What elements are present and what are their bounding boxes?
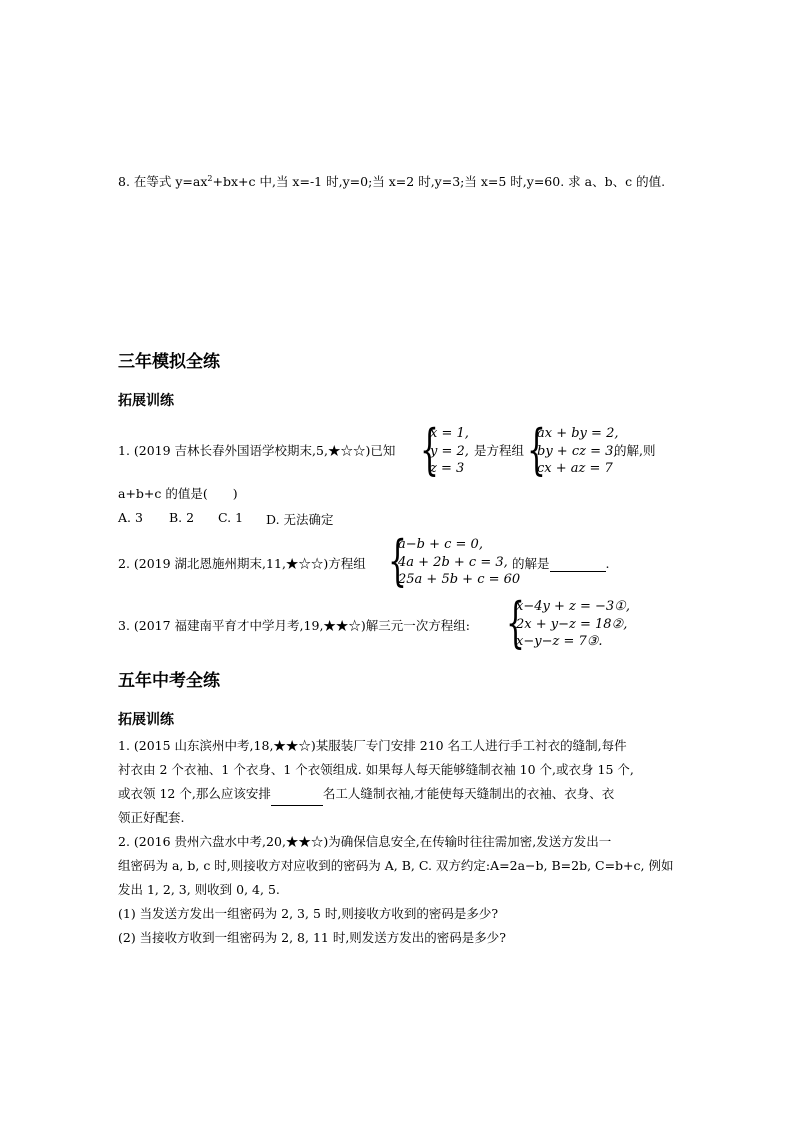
option-c: C. 1 xyxy=(218,510,244,525)
brace-icon: { xyxy=(388,529,407,592)
system-equations-2 xyxy=(388,529,521,592)
equation: x−4y + z = −3①, xyxy=(516,599,630,614)
brace-icon: { xyxy=(527,418,546,481)
practice-2-answer xyxy=(512,554,610,572)
equation: 25a + 5b + c = 60 xyxy=(398,572,521,587)
exam-q1-line3a: 或衣领 12 个,那么应该安排 xyxy=(118,786,271,801)
section-subtitle-2: 拓展训练 xyxy=(118,712,174,728)
practice-1-text-b: 是方程组 xyxy=(474,443,525,458)
equation: x = 1, xyxy=(430,426,469,441)
brace-icon: { xyxy=(506,591,525,654)
exponent: 2 xyxy=(207,173,213,183)
system-equations xyxy=(527,418,619,481)
exam-q2-line4: (1) 当发送方发出一组密码为 2, 3, 5 时,则接收方收到的密码是多少? xyxy=(118,906,499,921)
option-b: B. 2 xyxy=(169,510,195,525)
section-subtitle: 拓展训练 xyxy=(118,393,174,409)
exam-q1-line3 xyxy=(118,782,614,806)
system-solution xyxy=(420,418,469,481)
practice-2-text-b: 的解是 xyxy=(512,556,550,571)
equation: x−y−z = 7③. xyxy=(516,634,603,649)
problem-8-text-a: 8. 在等式 y=ax xyxy=(118,174,208,189)
equation: 4a + 2b + c = 3, xyxy=(398,554,508,570)
problem-8-text-b: +bx+c 中,当 x=-1 时,y=0;当 x=2 时,y=3;当 x=5 时,y=60. 求 a、b、c 的值. xyxy=(212,174,666,189)
practice-1-text-c: 的解,则 xyxy=(614,443,656,458)
problem-8 xyxy=(118,172,665,190)
section-title-five-year: 五年中考全练 xyxy=(118,671,220,691)
equation: a−b + c = 0, xyxy=(398,537,483,552)
answer-blank xyxy=(550,557,606,572)
exam-q1-line3b: 名工人缝制衣袖,才能使每天缝制出的衣袖、衣身、衣 xyxy=(322,786,615,801)
practice-3-text: 3. (2017 福建南平育才中学月考,19,★★☆)解三元一次方程组: xyxy=(118,618,471,633)
exam-q2-line2: 组密码为 a, b, c 时,则接收方对应收到的密码为 A, B, C. 双方约定:A=2a−b, B=2b, C=b+c, 例如 xyxy=(118,858,674,873)
exam-q2-line3: 发出 1, 2, 3, 则收到 0, 4, 5. xyxy=(118,882,280,897)
option-d: D. 无法确定 xyxy=(266,512,334,527)
answer-blank xyxy=(271,791,323,806)
exam-q1-line1: 1. (2015 山东滨州中考,18,★★☆)某服装厂专门安排 210 名工人进行手工衬衣的缝制,每件 xyxy=(118,738,627,753)
section-title-three-year: 三年模拟全练 xyxy=(118,352,220,372)
exam-q1-line2: 衬衣由 2 个衣袖、1 个衣身、1 个衣领组成. 如果每人每天能够缝制衣袖 10 个,或衣身 15 个, xyxy=(118,762,634,777)
equation: ax + by = 2, xyxy=(537,426,619,441)
equation: 2x + y−z = 18②, xyxy=(516,616,628,632)
exam-q1-line4: 领正好配套. xyxy=(118,810,185,825)
exam-q2-line5: (2) 当接收方收到一组密码为 2, 8, 11 时,则发送方发出的密码是多少? xyxy=(118,930,507,945)
system-equations-3 xyxy=(506,591,630,654)
equation: z = 3 xyxy=(430,461,465,476)
option-a: A. 3 xyxy=(118,510,143,525)
period: . xyxy=(605,556,610,571)
practice-1-text-a: 1. (2019 吉林长春外国语学校期末,5,★☆☆)已知 xyxy=(118,443,396,458)
equation: by + cz = 3, xyxy=(537,443,618,459)
practice-2-text-a: 2. (2019 湖北恩施州期末,11,★☆☆)方程组 xyxy=(118,556,366,571)
exam-q2-line1: 2. (2016 贵州六盘水中考,20,★★☆)为确保信息安全,在传输时往往需加密,发送方发出一 xyxy=(118,834,612,849)
equation: cx + az = 7 xyxy=(537,461,613,476)
brace-icon: { xyxy=(420,418,439,481)
equation: y = 2, xyxy=(430,443,469,459)
practice-1-text-d: a+b+c 的值是( ) xyxy=(118,486,238,501)
